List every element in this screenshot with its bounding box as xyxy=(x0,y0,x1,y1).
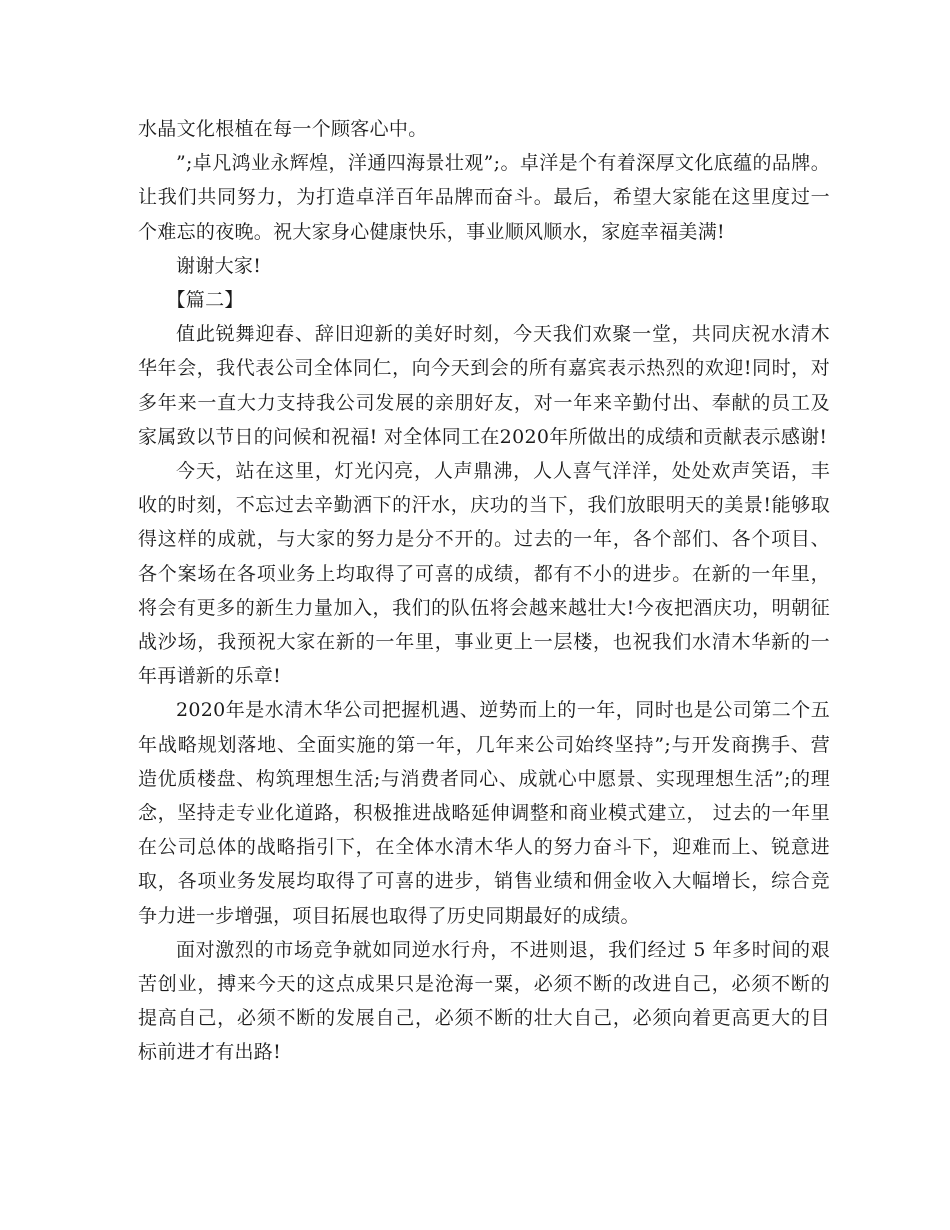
paragraph-continuation: 水晶文化根植在每一个顾客心中。 xyxy=(138,118,428,140)
paragraph-today: 今天，站在这里，灯光闪亮，人声鼎沸，人人喜气洋洋，处处欢声笑语，丰收的时刻，不忘过去辛勤洒下的汗水，庆功的当下，我们放眼明天的美景!能够取得这样的成就，与大家的努力是分不开的。过去的一年，各个部们、各个项目、各个案场在各项业务上均取得了可喜的成绩，都有不小的进步。在新的一年里，将会有更多的新生力量加入，我们的队伍将会越来越壮大!今夜把酒庆功，明朝征战沙场，我预祝大家在新的一年里，事业更上一层楼，也祝我们水清木华新的一年再谱新的乐章! xyxy=(138,460,830,688)
paragraph-competition: 面对激烈的市场竞争就如同逆水行舟，不进则退，我们经过 5 年多时间的艰苦创业，搏来今天的这点成果只是沧海一粟，必须不断的改进自己，必须不断的提高自己，必须不断的发展自己，必须不断的壮大自己，必须向着更高更大的目标前进才有出路! xyxy=(138,938,830,1064)
document-body xyxy=(138,112,830,1070)
paragraph-closing: ”;卓凡鸿业永辉煌，洋通四海景壮观”;。卓洋是个有着深厚文化底蕴的品牌。让我们共同努力，为打造卓洋百年品牌而奋斗。最后，希望大家能在这里度过一个难忘的夜晚。祝大家身心健康快乐，事业顺风顺水，家庭幸福美满! xyxy=(138,152,830,243)
section-heading: 【篇二】 xyxy=(166,289,244,312)
paragraph-thanks: 谢谢大家! xyxy=(176,254,262,277)
paragraph-2020: 2020年是水清木华公司把握机遇、逆势而上的一年，同时也是公司第二个五年战略规划落地、全面实施的第一年，几年来公司始终坚持”;与开发商携手、营造优质楼盘、构筑理想生活;与消费者同心、成就心中愿景、实现理想生活”;的理念，坚持走专业化道路，积极推进战略延伸调整和商业模式建立， 过去的一年里在公司总体的战略指引下，在全体水清木华人的努力奋斗下，迎难而上、锐意进取，各项业务发展均取得了可喜的进步，销售业绩和佣金收入大幅增长，综合竞争力进一步增强，项目拓展也取得了历史同期最好的成绩。 xyxy=(138,699,830,927)
paragraph-welcome: 值此锐舞迎春、辞旧迎新的美好时刻，今天我们欢聚一堂，共同庆祝水清木华年会，我代表公司全体同仁，向今天到会的所有嘉宾表示热烈的欢迎!同时，对多年来一直大力支持我公司发展的亲朋好友，对一年来辛勤付出、奉献的员工及家属致以节日的问候和祝福! 对全体同工在2020年所做出的成绩和贡献表示感谢! xyxy=(138,323,830,448)
